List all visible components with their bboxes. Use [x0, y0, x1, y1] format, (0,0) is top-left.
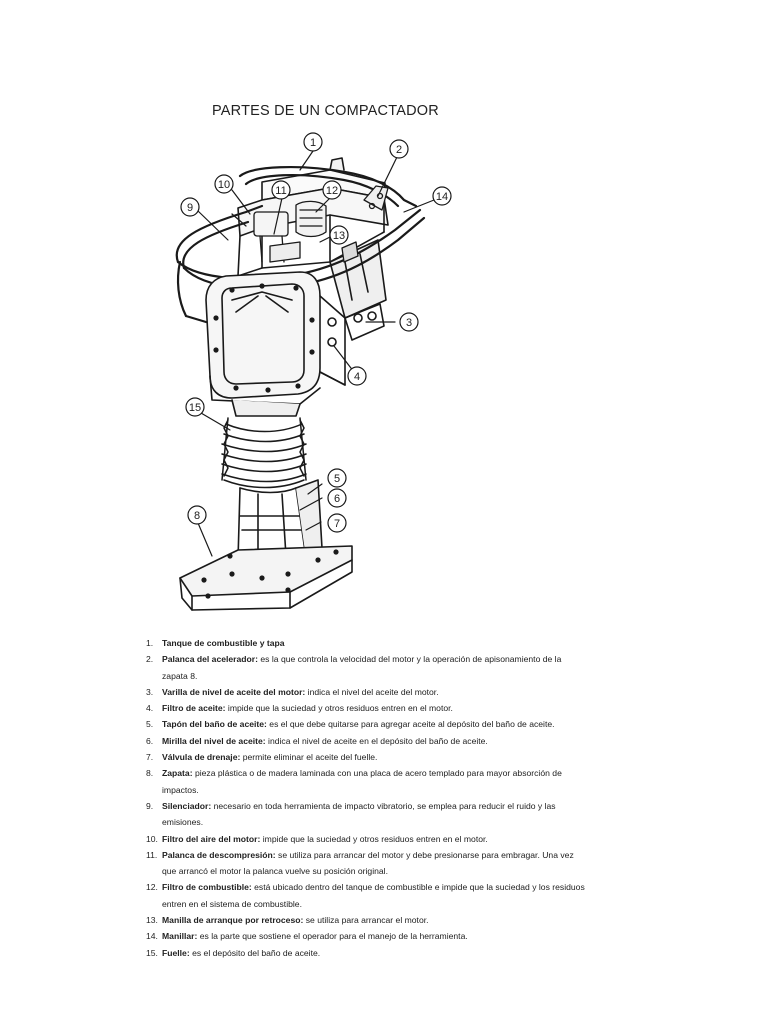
callout-5 — [328, 469, 346, 487]
callout-4 — [348, 367, 366, 385]
svg-text:2: 2 — [395, 144, 403, 156]
svg-text:10: 10 — [217, 179, 231, 191]
callout-10 — [215, 175, 233, 193]
svg-text:6: 6 — [333, 493, 341, 505]
legend-item: 12. Filtro de combustible: está ubicado dentro del tanque de combustible e impide que la suciedad y los residuos entren en el sistema de combustible. — [146, 882, 585, 909]
svg-text:14: 14 — [435, 191, 449, 203]
callout-12 — [323, 181, 341, 199]
svg-text:5: 5 — [333, 473, 341, 485]
legend-item: 8. Zapata: pieza plástica o de madera laminada con una placa de acero templado para mayor absorción de impactos. — [146, 768, 562, 795]
parts-legend — [146, 635, 586, 961]
legend-item: 9. Silenciador: necesario en toda herramienta de impacto vibratorio, se emplea para reducir el ruido y las emisiones. — [146, 800, 556, 828]
callout-8 — [188, 506, 206, 524]
svg-text:1: 1 — [309, 137, 317, 149]
legend-item: 14. Manillar: es la parte que sostiene el operador para el manejo de la herramienta. — [146, 931, 468, 942]
legend-item: 2. Palanca del acelerador: es la que controla la velocidad del motor y la operación de apisonamiento de la zapata 8. — [146, 654, 562, 681]
svg-text:13: 13 — [332, 230, 346, 242]
legend-item: 7. Válvula de drenaje: permite eliminar el aceite del fuelle. — [146, 752, 378, 763]
legend-item: 3. Varilla de nivel de aceite del motor: indica el nivel del aceite del motor. — [146, 686, 439, 697]
svg-text:4: 4 — [353, 371, 361, 383]
legend-item: 6. Mirilla del nivel de aceite: indica el nivel de aceite en el depósito del baño de aceite. — [146, 735, 488, 746]
callout-6 — [328, 489, 346, 507]
diagram-title: PARTES DE UN COMPACTADOR — [212, 103, 439, 119]
callout-1 — [304, 133, 322, 151]
callout-7 — [328, 514, 346, 532]
svg-text:12: 12 — [325, 185, 339, 197]
svg-text:8: 8 — [193, 510, 201, 522]
callout-15 — [186, 398, 204, 416]
legend-item: 5. Tapón del baño de aceite: es el que debe quitarse para agregar aceite al depósito del baño de aceite. — [146, 719, 555, 730]
svg-text:3: 3 — [405, 317, 413, 329]
legend-item: 15. Fuelle: es el depósito del baño de aceite. — [146, 947, 321, 958]
svg-text:9: 9 — [186, 202, 194, 214]
callout-14 — [433, 187, 451, 205]
callout-3 — [400, 313, 418, 331]
svg-text:7: 7 — [333, 518, 341, 530]
svg-text:15: 15 — [188, 402, 202, 414]
callout-9 — [181, 198, 199, 216]
legend-item: 13. Manilla de arranque por retroceso: se utiliza para arrancar el motor. — [146, 915, 429, 926]
legend-item: 10. Filtro del aire del motor: impide que la suciedad y otros residuos entren en el motor. — [146, 833, 488, 844]
legend-item: 1. Tanque de combustible y tapa — [146, 638, 285, 648]
callout-13 — [330, 226, 348, 244]
callout-11 — [272, 181, 290, 199]
svg-text:11: 11 — [275, 185, 287, 197]
legend-item: 4. Filtro de aceite: impide que la suciedad y otros residuos entren en el motor. — [146, 703, 453, 714]
legend-item: 11. Palanca de descompresión: se utiliza para arrancar del motor y debe presionarse para embragar. Una vez que arrancó el motor la palanca vuelve su posición original. — [146, 849, 574, 877]
callout-2 — [390, 140, 408, 158]
